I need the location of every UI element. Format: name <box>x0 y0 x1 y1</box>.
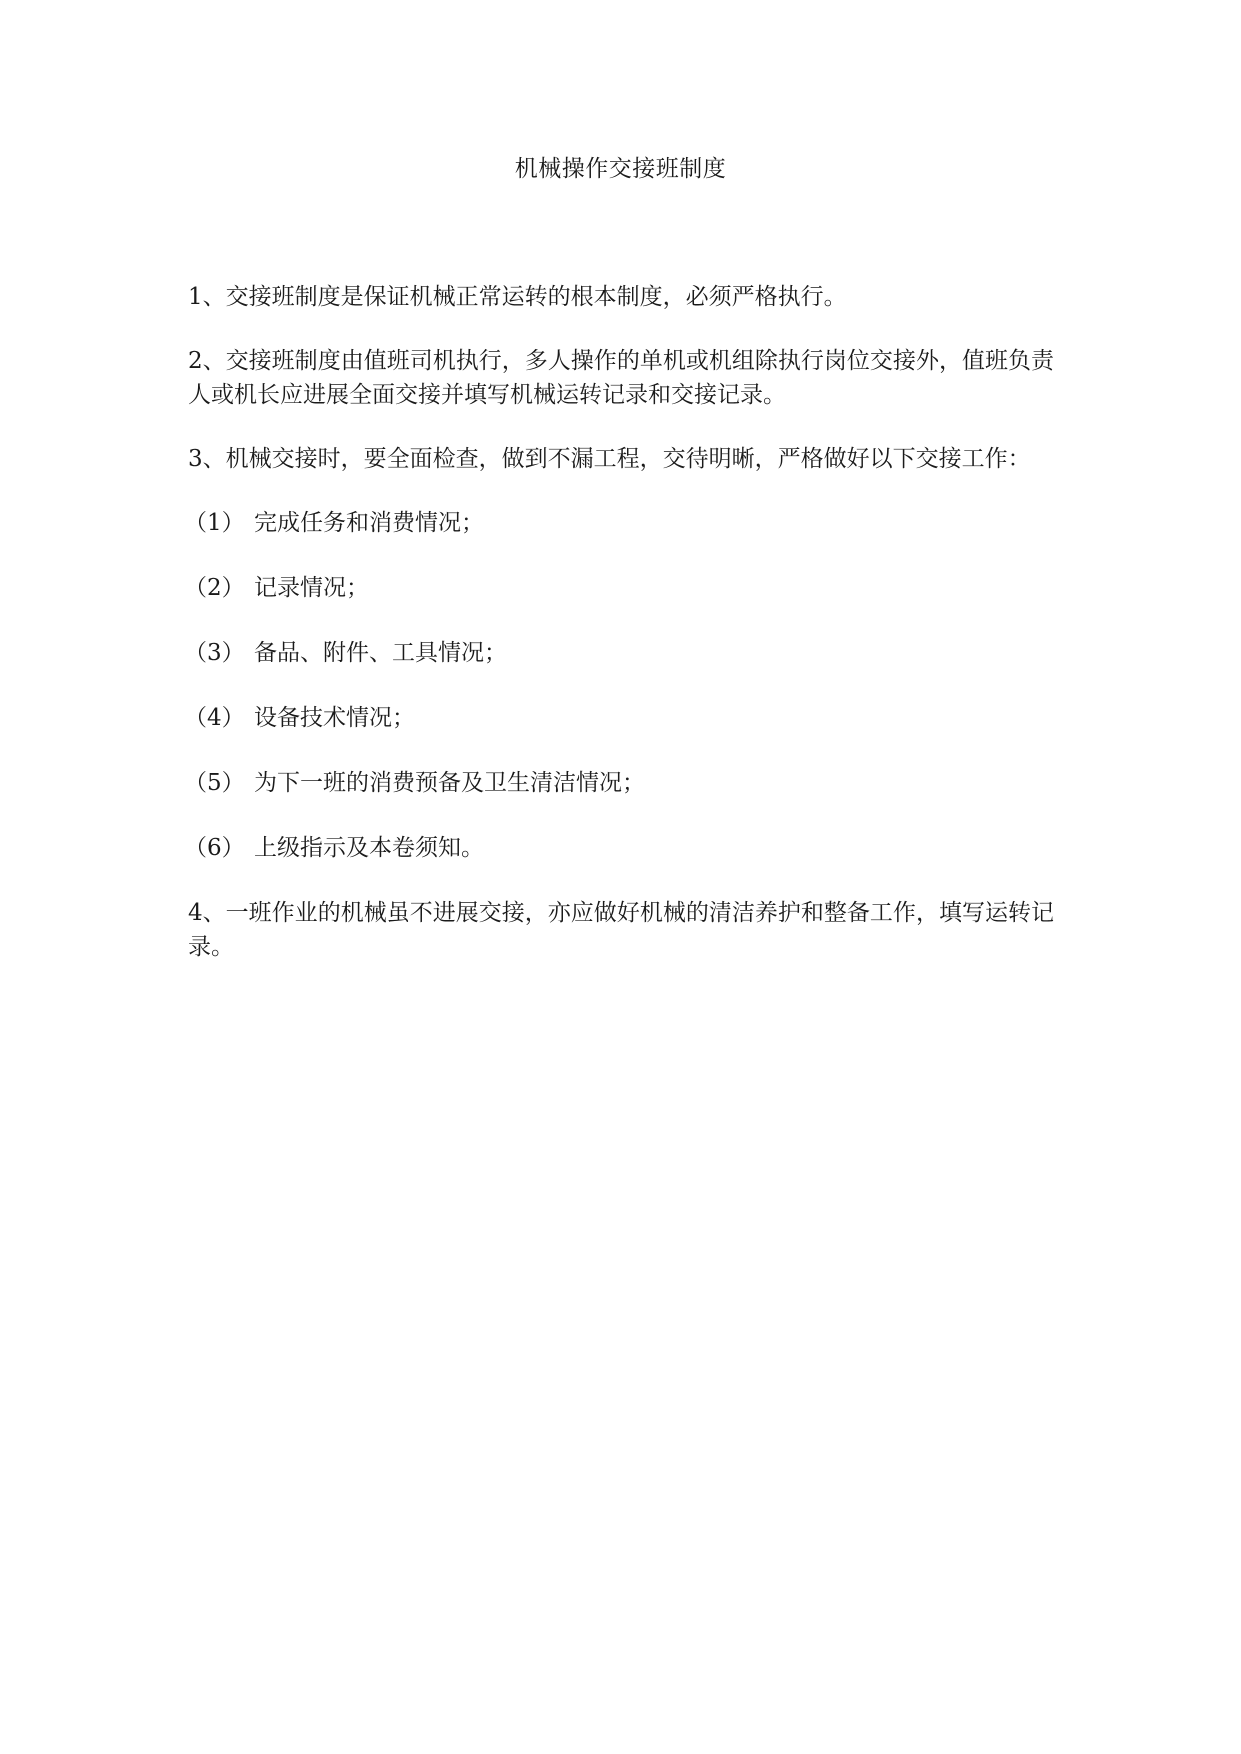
list-item-number: （6） <box>184 835 245 861</box>
list-item-text: 记录情况； <box>254 575 369 601</box>
list-item-number: （3） <box>184 640 245 666</box>
list-item-number: （5） <box>184 770 245 796</box>
list-item-text: 备品、附件、工具情况； <box>254 640 507 666</box>
paragraph-4: 4、一班作业的机械虽不进展交接，亦应做好机械的清洁养护和整备工作，填写运转记录。 <box>188 900 1054 960</box>
list-item-text: 上级指示及本卷须知。 <box>254 835 484 861</box>
list-item <box>184 506 1054 540</box>
list-item-number: （4） <box>184 705 245 731</box>
list-item <box>184 701 1054 735</box>
list-item <box>184 831 1054 865</box>
list-item-number: （1） <box>184 510 245 536</box>
list-item <box>184 571 1054 605</box>
paragraph-3: 3、机械交接时，要全面检查，做到不漏工程，交待明晰，严格做好以下交接工作： <box>188 446 1031 472</box>
list-item-number: （2） <box>184 575 245 601</box>
paragraph-2: 2、交接班制度由值班司机执行，多人操作的单机或机组除执行岗位交接外，值班负责人或机长应进展全面交接并填写机械运转记录和交接记录。 <box>188 348 1054 408</box>
list-item <box>184 636 1054 670</box>
list-item-text: 为下一班的消费预备及卫生清洁情况； <box>254 770 645 796</box>
document-body <box>184 280 1054 964</box>
list-item-text: 设备技术情况； <box>254 705 415 731</box>
list-item <box>184 766 1054 800</box>
list-item-text: 完成任务和消费情况； <box>254 510 484 536</box>
document-title: 机械操作交接班制度 <box>514 156 727 182</box>
paragraph-1: 1、交接班制度是保证机械正常运转的根本制度，必须严格执行。 <box>188 284 847 310</box>
